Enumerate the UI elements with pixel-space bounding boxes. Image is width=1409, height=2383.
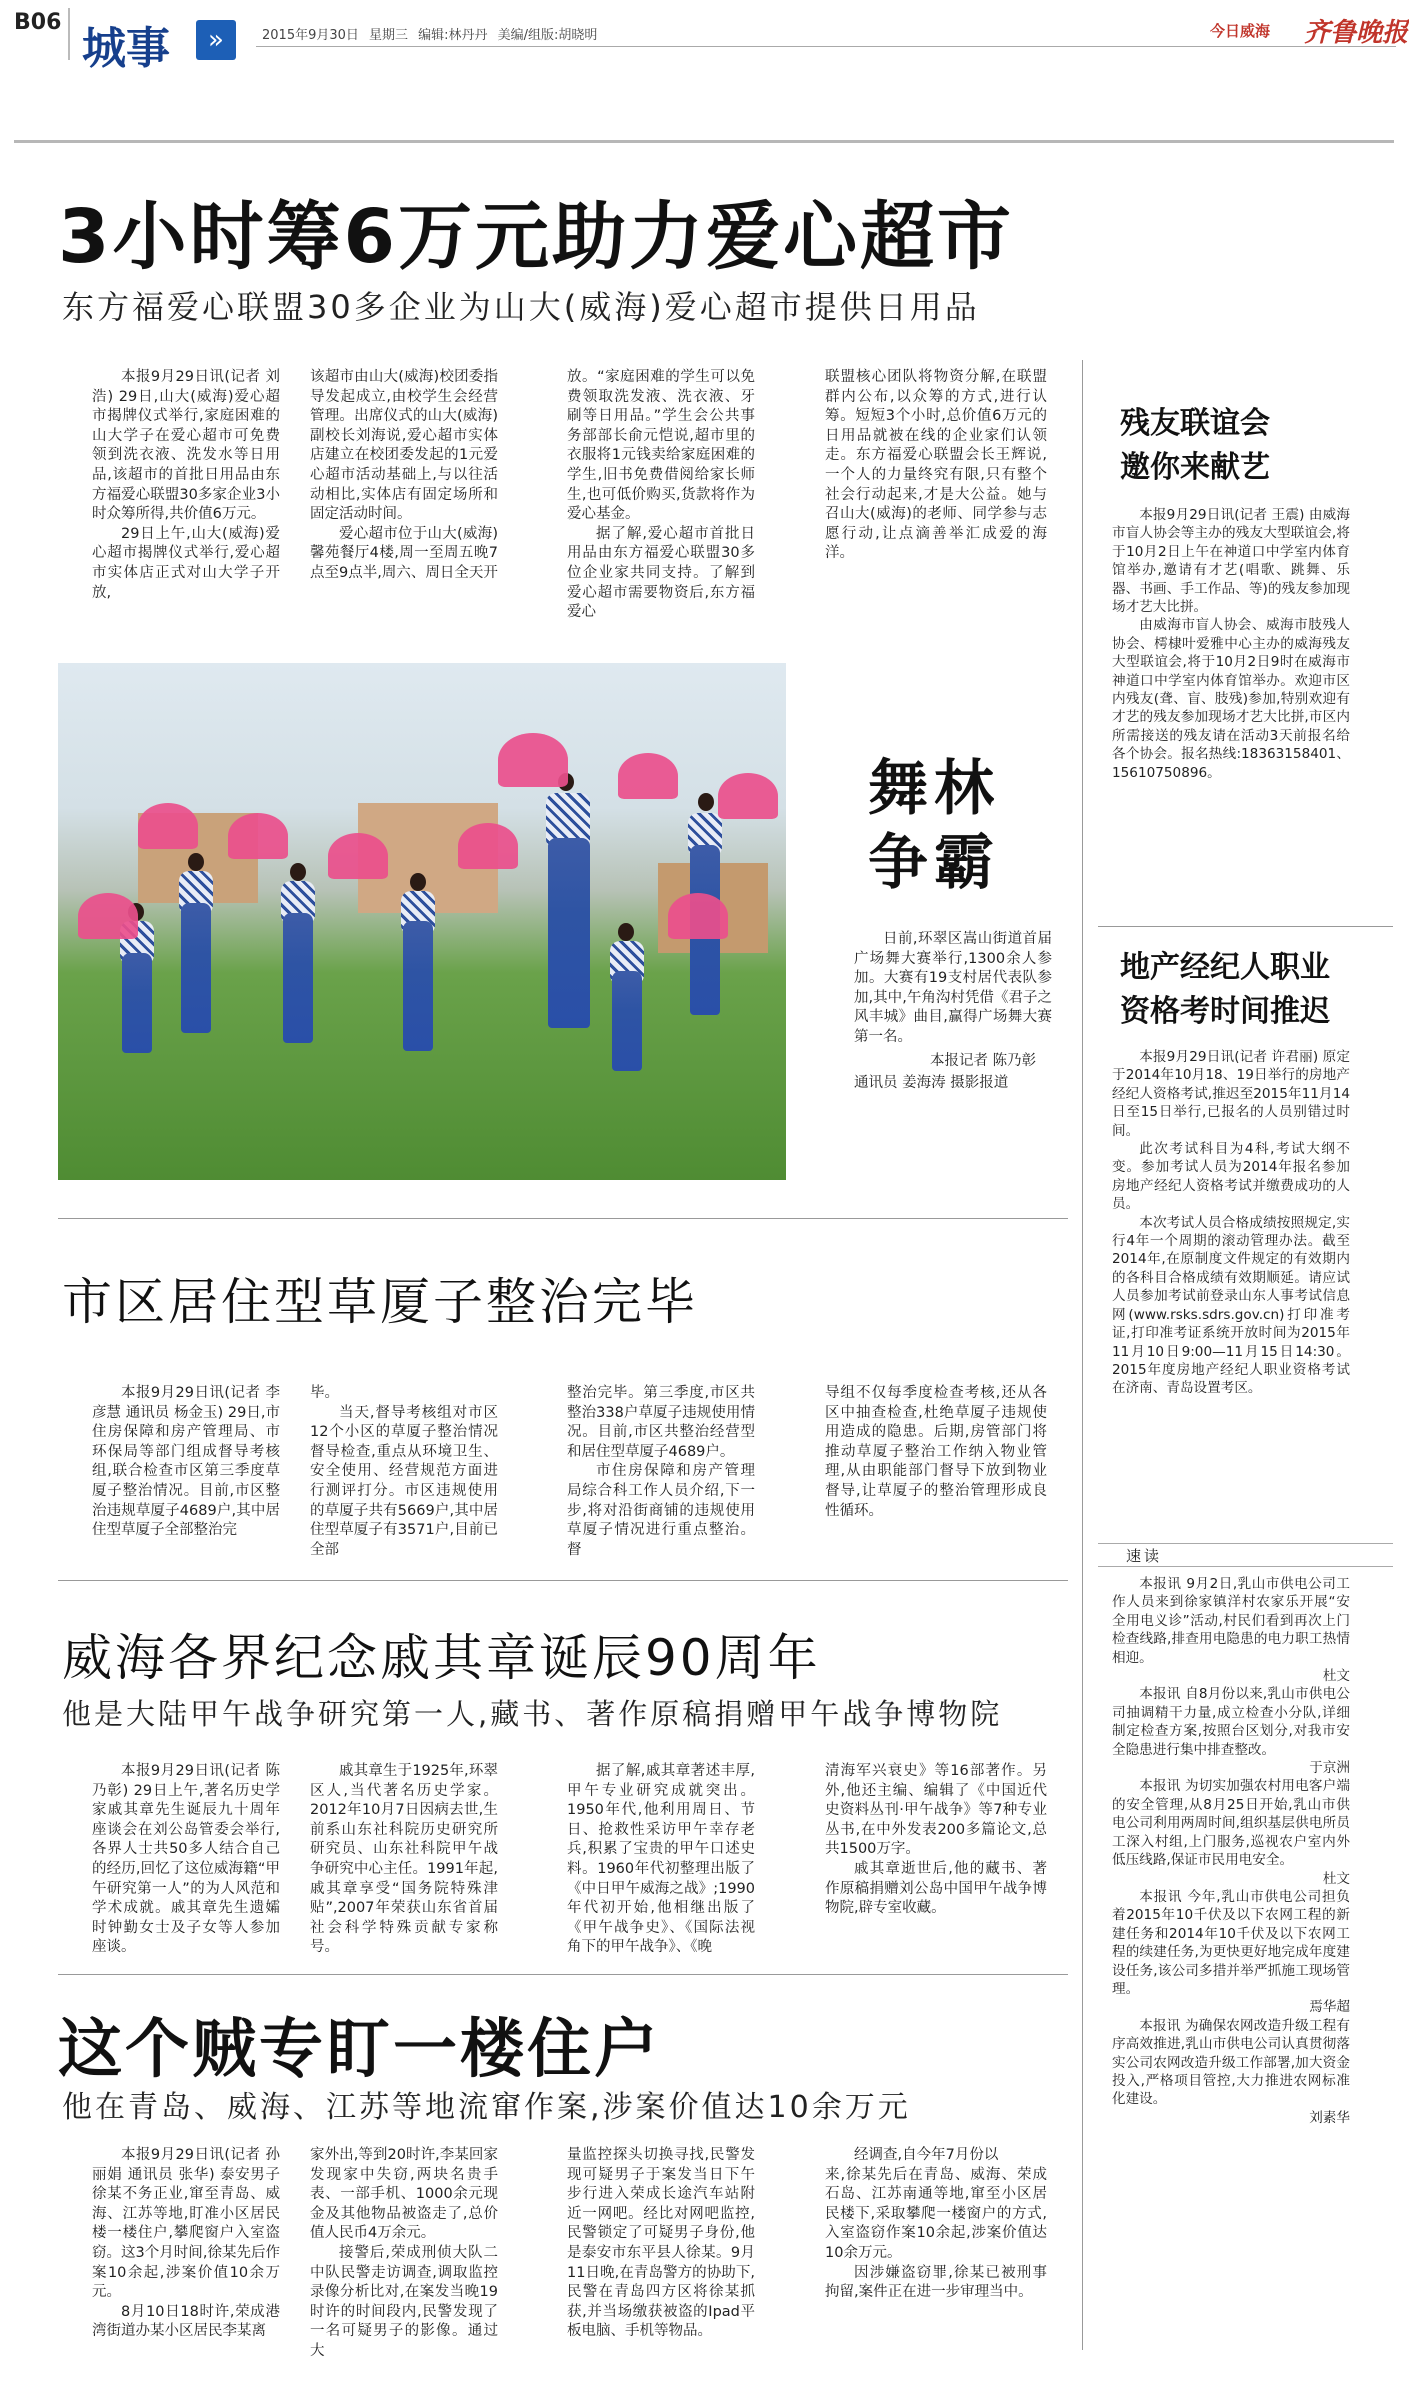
quick-read-item: 本报讯 9月2日,乳山市供电公司工作人员来到徐家镇洋村农家乐开展“安全用电义诊”活动,村民们看到再次上门检查线路,排查用电隐患的电力职工热情相迎。 杜文 <box>1112 1576 1350 1685</box>
article-column <box>92 1762 280 1958</box>
article-headline: 这个贼专盯一楼住户 <box>58 2013 661 2087</box>
sidebar-article <box>1112 506 1350 782</box>
paragraph: 联盟核心团队将物资分解,在联盟群内公布,以众筹的方式,进行认筹。短短3个小时,总价值6万元的日用品就被在线的企业家们认领走。东方福爱心联盟会长王辉说,一个人的力量终究有限,只有整个社会行动起来,才是大公益。她与召山大(威海)的老师、同学参与志愿行动,让点滴善举汇成爱的海洋。 <box>825 369 1047 562</box>
section-title: 城事 <box>82 23 170 74</box>
paragraph: 来,徐某先后在青岛、威海、荣成石岛、江苏南通等地,窜至小区居民楼下,采取攀爬一楼窗户的方式,入室盗窃作案10余起,涉案价值达10余万元。 <box>825 2166 1047 2261</box>
paragraph: 29日上午,山大(威海)爱心超市揭牌仪式举行,爱心超市实体店正式对山大学子开放, <box>92 525 280 601</box>
photo-credit: 本报记者 陈乃彰 通讯员 姜海涛 摄影报道 <box>854 1053 1037 1091</box>
paragraph: 整治完毕。第三季度,市区共整治338户草厦子违规使用情况。目前,市区共整治经营型和居住型草厦子4689户。 <box>567 1385 755 1460</box>
item-author: 杜文 <box>1322 1870 1350 1887</box>
paragraph: 放。“家庭困难的学生可以免费领取洗发液、洗衣液、牙刷等日用品。”学生会公共事务部部长俞元恺说,超市里的衣服将1元钱卖给家庭困难的学生,旧书免费借阅给家长师生,也可低价购买,货款将作为爱心基金。 <box>567 369 755 523</box>
edition-info: 2015年9月30日 星期三 编辑:林丹丹 美编/组版:胡晓明 <box>262 28 598 43</box>
dance-photo <box>58 663 786 1180</box>
photo-big-caption: 舞林 争霸 <box>868 754 1000 898</box>
divider <box>58 1218 1068 1219</box>
paragraph: 当天,督导考核组对市区12个小区的草厦子整治情况督导检查,重点从环境卫生、安全使用、经营规范方面进行测评打分。市区违规使用的草厦子共有5669户,其中居住型草厦子有3571户,目前已全部 <box>310 1404 498 1558</box>
item-author: 刘素华 <box>1309 2109 1350 2126</box>
paragraph: 戚其章生于1925年,环翠区人,当代著名历史学家。2012年10月7日因病去世,生前系山东社科院历史研究所研究员、山东社科院甲午战争研究中心主任。1991年起,戚其章享受“国务院特殊津贴”,2007年荣获山东省首届社会科学特殊贡献专家称号。 <box>310 1763 498 1956</box>
paragraph: 由威海市盲人协会、威海市肢残人协会、樗棣叶爱雅中心主办的威海残友大型联谊会,将于10月2日9时在威海市神道口中学室内体育馆举办。欢迎市区内残友(聋、盲、肢残)参加,特别欢迎有才艺的残友参加现场才艺大比拼,市区内所需接送的残友请在活动3天前报名给各个协会。报名热线:18363158401、15610750896。 <box>1112 617 1350 781</box>
article-column <box>310 2146 498 2362</box>
paragraph: 量监控探头切换寻找,民警发现可疑男子于案发当日下午步行进入荣成长途汽车站附近一网吧。经比对网吧监控,民警锁定了可疑男子身份,他是泰安市东平县人徐某。9月11日晚,在青岛警方的协助下,民警在青岛四方区将徐某抓获,并当场缴获被盗的Ipad平板电脑、手机等物品。 <box>567 2147 755 2340</box>
article-column <box>825 1762 1047 1919</box>
paragraph: 毕。 <box>310 1385 339 1401</box>
quick-read-header <box>1098 1543 1393 1567</box>
paragraph: 此次考试科目为4科,考试大纲不变。参加考试人员为2014年报名参加房地产经纪人资格考试并缴费成功的人员。 <box>1112 1141 1350 1213</box>
article-column <box>825 368 1047 564</box>
article-subheadline: 他在青岛、威海、江苏等地流窜作案,涉案价值达10余万元 <box>62 2090 911 2125</box>
article-column <box>310 1762 498 1958</box>
article-subheadline: 他是大陆甲午战争研究第一人,藏书、著作原稿捐赠甲午战争博物院 <box>62 1697 1003 1731</box>
article-column <box>92 368 280 603</box>
paragraph: 因涉嫌盗窃罪,徐某已被刑事拘留,案件正在进一步审理当中。 <box>825 2264 1047 2301</box>
paragraph: 导组不仅每季度检查考核,还从各区中抽查检查,杜绝草厦子违规使用造成的隐患。后期,房管部门将推动草厦子整治工作纳入物业管理,从由职能部门督导下放到物业督导,让草厦子的整治管理形成良性循环。 <box>825 1385 1047 1519</box>
paragraph: 接警后,荣成刑侦大队二中队民警走访调查,调取监控录像分析比对,在案发当晚19时许的时间段内,民警发现了一名可疑男子的影像。通过大 <box>310 2244 498 2359</box>
header-divider <box>68 8 70 60</box>
paragraph: 家外出,等到20时许,李某回家发现家中失窃,两块名贵手表、一部手机、1000余元现金及其他物品被盗走了,总价值人民币4万余元。 <box>310 2147 498 2242</box>
quick-read-label: 速读 <box>1126 1547 1163 1565</box>
paragraph: 本报9月29日讯(记者 李彦慧 通讯员 杨金玉) 29日,市住房保障和房产管理局、市环保局等部门组成督导考核组,联合检查市区第三季度草厦子整治情况。目前,市区整治违规草厦子4689户,其中居住型草厦子全部整治完 <box>92 1385 280 1539</box>
top-rule <box>14 140 1394 143</box>
article-column <box>567 2146 755 2342</box>
paragraph: 该超市由山大(威海)校团委指导发起成立,由校学生会经营管理。出席仪式的山大(威海)副校长刘海说,爱心超市实体店建立在校团委发起的1元爱心超市活动基础上,与以往活动相比,实体店有固定场所和固定活动时间。 <box>310 369 498 523</box>
paragraph: 经调查,自今年7月份以 <box>854 2147 999 2163</box>
article-subheadline: 东方福爱心联盟30多企业为山大(威海)爱心超市提供日用品 <box>62 288 980 326</box>
quick-read-item: 本报讯 为切实加强农村用电客户端的安全管理,从8月25日开始,乳山市供电公司利用两周时间,组织基层供电所员工深入村组,上门服务,巡视农户室内外低压线路,保证市民用电安全。 杜文 <box>1112 1778 1350 1887</box>
sidebar-headline: 地产经纪人职业 资格考时间推迟 <box>1120 950 1330 1029</box>
paragraph: 本报9月29日讯(记者 刘浩) 29日,山大(威海)爱心超市揭牌仪式举行,家庭困难的山大学子在爱心超市可免费领到洗衣液、洗发水等日用品,该超市的首批日用品由东方福爱心联盟30多家企业3小时众筹所得,共价值6万元。 <box>92 369 280 523</box>
paragraph: 爱心超市位于山大(威海)馨苑餐厅4楼,周一至周五晚7点至9点半,周六、周日全天开 <box>310 525 498 581</box>
article-column <box>310 368 498 584</box>
divider <box>58 1974 1068 1975</box>
paragraph: 市住房保障和房产管理局综合科工作人员介绍,下一步,将对沿街商铺的违规使用草厦子情况进行重点整治。督 <box>567 1463 755 1558</box>
divider <box>58 1580 1068 1581</box>
article-column <box>825 2146 1047 2303</box>
article-headline: 3小时筹6万元助力爱心超市 <box>58 194 1014 280</box>
divider <box>1098 926 1393 927</box>
quick-read-item: 本报讯 自8月份以来,乳山市供电公司抽调精干力量,成立检查小分队,详细制定检查方案,按照台区划分,对我市安全隐患进行集中排查整改。 于京洲 <box>1112 1686 1350 1777</box>
paragraph: 8月10日18时许,荣成港湾街道办某小区居民李某离 <box>92 2303 280 2340</box>
article-column <box>567 368 755 623</box>
quick-read-item: 本报讯 今年,乳山市供电公司担负着2015年10千伏及以下农网工程的新建任务和2014年10千伏及以下农网工程的续建任务,为更快更好地完成年度建设任务,该公司多措并举严抓施工现场管理。 焉华超 <box>1112 1888 1350 2016</box>
quick-read-item: 本报讯 为确保农网改造升级工程有序高效推进,乳山市供电公司认真贯彻落实公司农网改造升级工作部署,加大资金投入,严格项目管控,大力推进农网标准化建设。 刘素华 <box>1112 2017 1350 2126</box>
article-column <box>567 1384 755 1560</box>
paragraph: 清海军兴衰史》等16部著作。另外,他还主编、编辑了《中国近代史资料丛刊·甲午战争》等7种专业丛书,在中外发表200多篇论文,总共1500万字。 <box>825 1763 1047 1858</box>
article-column <box>825 1384 1047 1521</box>
sidebar-headline: 残友联谊会 邀你来献艺 <box>1120 406 1270 485</box>
header-rule <box>256 46 1396 47</box>
sidebar-article <box>1112 1048 1350 1398</box>
quick-read-list <box>1112 1575 1350 2127</box>
paragraph: 据了解,戚其章著述丰厚,甲午专业研究成就突出。1950年代,他利用周日、节日、抢救性采访甲午幸存老兵,积累了宝贵的甲午口述史料。1960年代初整理出版了《中日甲午威海之战》;1990年代初开始,他相继出版了《甲午战争史》、《国际法视角下的甲午战争》、《晚 <box>567 1763 755 1956</box>
article-headline: 市区居住型草厦子整治完毕 <box>62 1273 698 1331</box>
item-author: 于京洲 <box>1309 1760 1350 1777</box>
chevron-right-icon: » <box>196 20 236 60</box>
article-column <box>567 1762 755 1958</box>
paragraph: 据了解,爱心超市首批日用品由东方福爱心联盟30多位企业家共同支持。了解到爱心超市需要物资后,东方福爱心 <box>567 525 755 621</box>
article-column <box>92 1384 280 1541</box>
sidebar-divider <box>1082 360 1083 2350</box>
paragraph: 本报9月29日讯(记者 王震) 由威海市盲人协会等主办的残友大型联谊会,将于10月2日上午在神道口中学室内体育馆举办,邀请有才艺(唱歌、跳舞、乐器、书画、手工作品、等)的残友参加现场才艺大比拼。 <box>1112 507 1350 616</box>
paragraph: 本报9月29日讯(记者 孙丽娟 通讯员 张华) 泰安男子徐某不务正业,窜至青岛、威海、江苏等地,盯准小区居民楼一楼住户,攀爬窗户入室盗窃。这3个月时间,徐某先后作案10余起,涉案价值10余万元。 <box>92 2147 280 2301</box>
newspaper-logo: 齐鲁晚报 <box>1304 18 1409 48</box>
paper-edition: 今日威海 <box>1210 22 1271 40</box>
paragraph: 本报9月29日讯(记者 许君丽) 原定于2014年10月18、19日举行的房地产经纪人资格考试,推迟至2015年11月14日至15日举行,已报名的人员别错过时间。 <box>1112 1049 1350 1139</box>
article-column <box>92 2146 280 2342</box>
paragraph: 本报9月29日讯(记者 陈乃彰) 29日上午,著名历史学家戚其章先生诞辰九十周年座谈会在刘公岛管委会举行,各界人士共50多人结合自己的经历,回忆了这位威海籍“甲午研究第一人”的为人风范和学术成就。戚其章先生遗孀时钟勤女士及子女等人参加座谈。 <box>92 1763 280 1956</box>
article-column <box>310 1384 498 1560</box>
article-headline: 威海各界纪念戚其章诞辰90周年 <box>62 1629 821 1687</box>
page-number: B06 <box>14 10 62 35</box>
paragraph: 本次考试人员合格成绩按照规定,实行4年一个周期的滚动管理办法。截至2014年,在原制度文件规定的有效期内的各科目合格成绩有效期顺延。请应试人员参加考试前登录山东人事考试信息网(www.rsks.sdrs.gov.cn)打印准考证,打印准考证系统开放时间为2015年11月10日9:00—11月15日14:30。2015年度房地产经纪人职业资格考试在济南、青岛设置考区。 <box>1112 1214 1350 1397</box>
item-author: 杜文 <box>1322 1668 1350 1685</box>
photo-caption: 日前,环翠区嵩山街道首届广场舞大赛举行,1300余人参加。大赛有19支村居代表队参加,其中,午角沟村凭借《君子之风丰城》曲目,赢得广场舞大赛第一名。 <box>854 931 1052 1045</box>
item-author: 焉华超 <box>1309 1999 1350 2016</box>
paragraph: 戚其章逝世后,他的藏书、著作原稿捐赠刘公岛中国甲午战争博物院,辟专室收藏。 <box>825 1860 1047 1917</box>
